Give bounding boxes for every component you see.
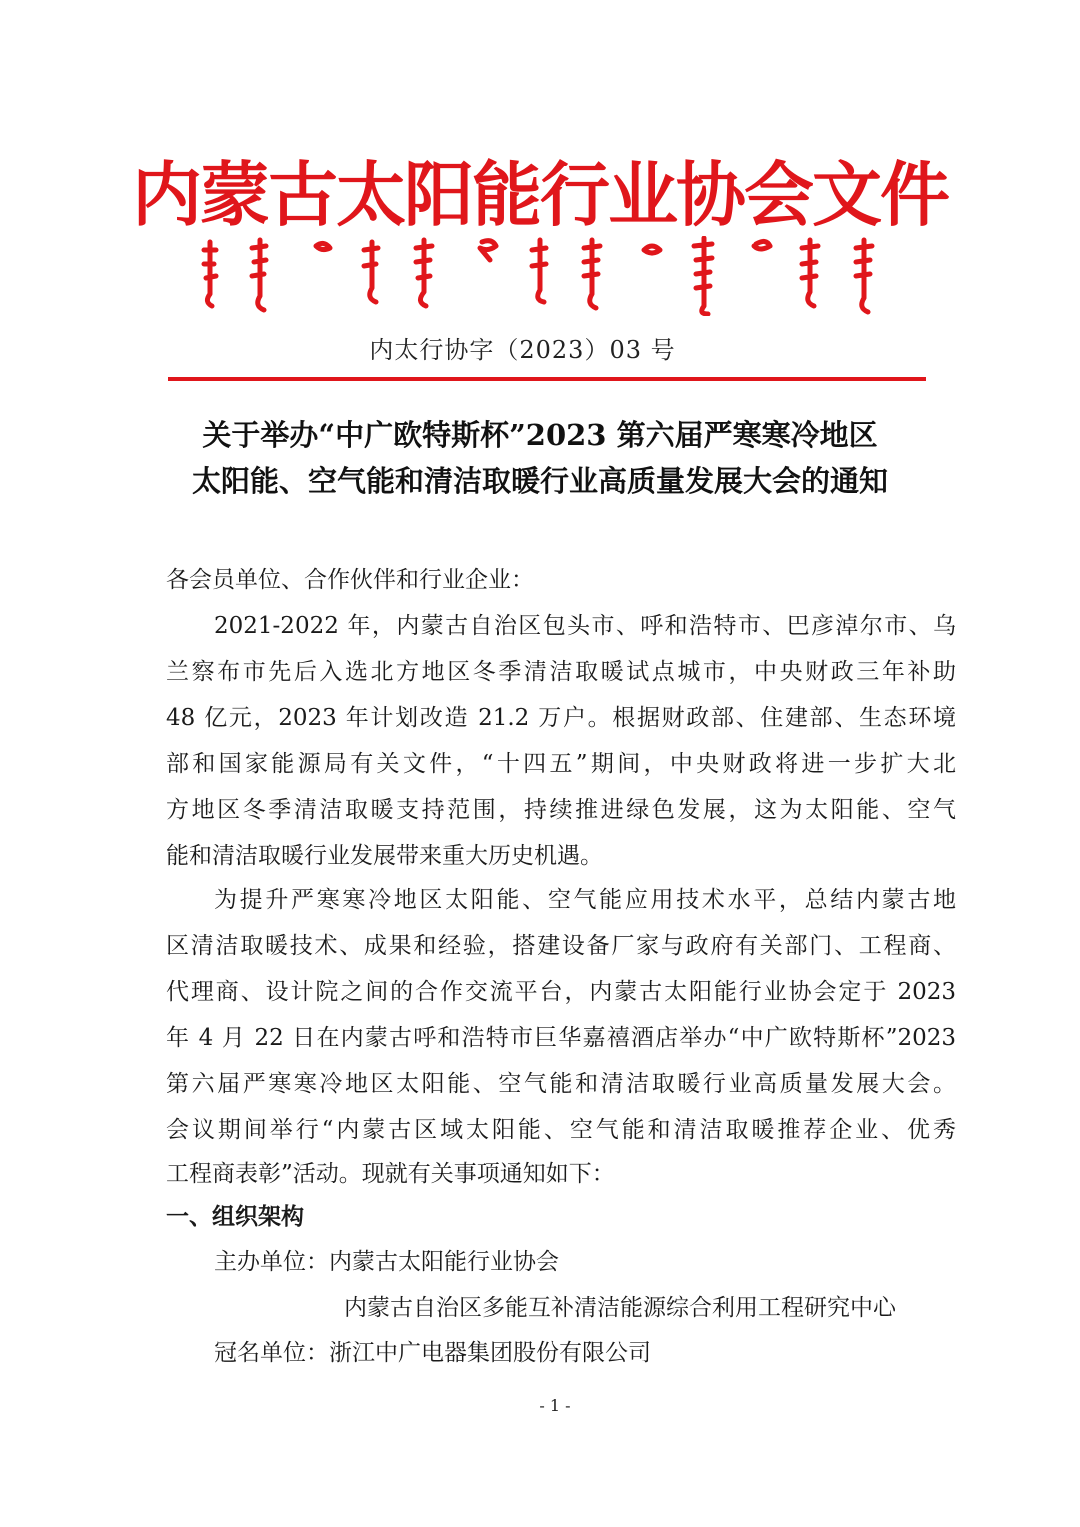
para2-line: 为提升严寒寒冷地区太阳能、空气能应用技术水平，总结内蒙古地 [214,887,956,913]
mongolian-script-graphic [200,236,890,316]
para1-line: 48 亿元，2023 年计划改造 21.2 万户。根据财政部、住建部、生态环境 [166,705,956,731]
page-number: - 1 - [539,1396,571,1415]
para2-line: 区清洁取暖技术、成果和经验，搭建设备厂家与政府有关部门、工程商、 [166,933,956,959]
sponsor-row [214,1336,651,1370]
section-heading: 一、组织架构 [166,1204,304,1230]
para1-line: 能和清洁取暖行业发展带来重大历史机遇。 [166,843,603,869]
para1-line: 部和国家能源局有关文件，“十四五”期间，中央财政将进一步扩大北 [166,751,956,777]
para1-line: 2021-2022 年，内蒙古自治区包头市、呼和浩特市、巴彦淖尔市、乌 [214,613,956,639]
para2-line: 工程商表彰”活动。现就有关事项通知如下： [166,1161,615,1187]
sponsor-label: 冠名单位： [214,1340,329,1366]
para1-line: 兰察布市先后入选北方地区冬季清洁取暖试点城市，中央财政三年补助 [166,659,956,685]
salutation: 各会员单位、合作伙伴和行业企业： [166,567,534,593]
document-header-title: 内蒙古太阳能行业协会文件 [132,153,948,236]
notice-title-line-2: 太阳能、空气能和清洁取暖行业高质量发展大会的通知 [191,464,888,498]
document-number: 内太行协字（2023）03 号 [369,336,676,364]
sponsor-name: 浙江中广电器集团股份有限公司 [329,1340,651,1366]
para2-line: 第六届严寒寒冷地区太阳能、空气能和清洁取暖行业高质量发展大会。 [166,1071,956,1097]
para2-line: 会议期间举行“内蒙古区域太阳能、空气能和清洁取暖推荐企业、优秀 [166,1117,956,1143]
organizer-row [214,1245,559,1279]
organizer-name: 内蒙古太阳能行业协会 [329,1249,559,1275]
notice-title-line-1: 关于举办“中广欧特斯杯”2023 第六届严寒寒冷地区 [202,418,878,452]
organizer-label: 主办单位： [214,1249,329,1275]
para2-line: 年 4 月 22 日在内蒙古呼和浩特市巨华嘉禧酒店举办“中广欧特斯杯”2023 [166,1025,956,1051]
para1-line: 方地区冬季清洁取暖支持范围，持续推进绿色发展，这为太阳能、空气 [166,797,956,823]
para2-line: 代理商、设计院之间的合作交流平台，内蒙古太阳能行业协会定于 2023 [166,979,956,1005]
organizer-name-2: 内蒙古自治区多能互补清洁能源综合利用工程研究中心 [344,1295,896,1321]
red-divider [168,377,926,381]
